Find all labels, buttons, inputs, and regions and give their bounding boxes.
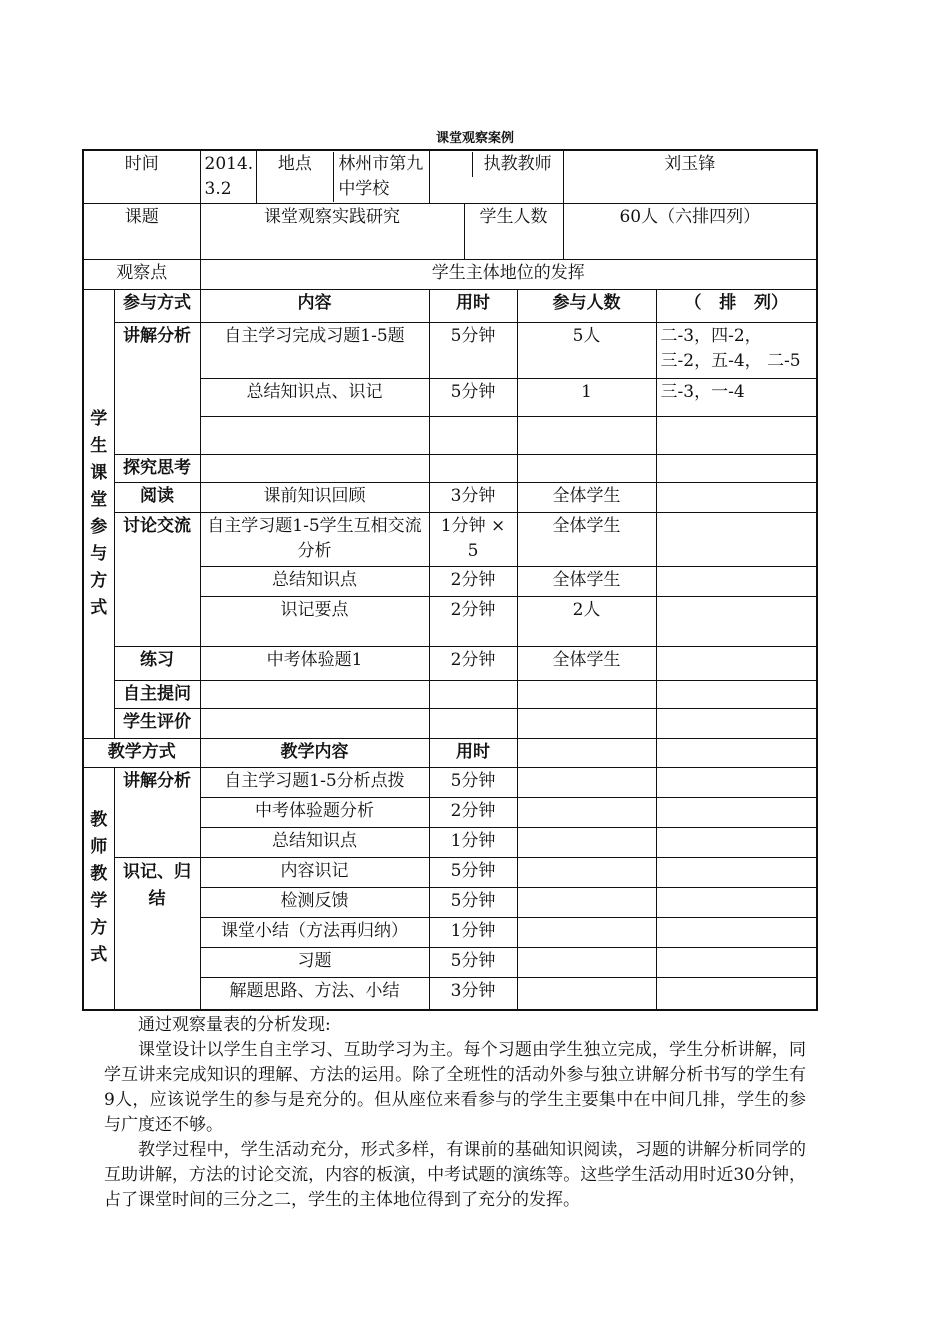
student-section-label: 学生课堂参与方式	[83, 290, 114, 739]
teacher-content-cell: 习题	[200, 948, 429, 978]
position-cell	[656, 483, 817, 513]
mode-cell: 练习	[114, 647, 200, 681]
count-cell: 2人	[517, 597, 656, 647]
teacher-content-cell: 检测反馈	[200, 888, 429, 918]
analysis-paragraph: 教学过程中，学生活动充分，形式多样，有课前的基础知识阅读，习题的讲解分析同学的互助讲解，方法的讨论交流，内容的板演，中考试题的演练等。这些学生活动用时近30分钟，占了课堂时间的三分之二，学生的主体地位得到了充分的发挥。	[104, 1140, 806, 1210]
count-cell	[517, 455, 656, 483]
teacher-content-cell: 解题思路、方法、小结	[200, 978, 429, 1010]
teacher-time-cell: 1分钟	[429, 918, 517, 948]
teacher-col-header-content: 教学内容	[200, 739, 429, 768]
topic-label: 课题	[83, 204, 200, 260]
content-cell: 中考体验题1	[200, 647, 429, 681]
teacher-section-label: 教师教学方式	[83, 768, 114, 1010]
teacher-time-cell: 5分钟	[429, 888, 517, 918]
position-cell	[656, 709, 817, 739]
count-cell: 全体学生	[517, 567, 656, 597]
time-label: 时间	[83, 150, 200, 204]
observation-point-label: 观察点	[83, 260, 200, 290]
position-cell	[656, 513, 817, 567]
count-cell	[517, 681, 656, 709]
analysis-intro: 通过观察量表的分析发现:	[138, 1015, 331, 1035]
content-cell	[200, 417, 429, 455]
content-cell	[200, 455, 429, 483]
content-cell: 总结知识点、识记	[200, 379, 429, 417]
content-cell: 自主学习题1-5学生互相交流分析	[200, 513, 429, 567]
teacher-time-cell: 2分钟	[429, 798, 517, 828]
time-value: 2014. 3.2	[200, 150, 256, 204]
teacher-content-cell: 总结知识点	[200, 828, 429, 858]
content-cell: 识记要点	[200, 597, 429, 647]
count-cell	[517, 417, 656, 455]
count-cell: 全体学生	[517, 647, 656, 681]
col-header-count: 参与人数	[517, 290, 656, 323]
time-cell: 2分钟	[429, 647, 517, 681]
col-header-time: 用时	[429, 290, 517, 323]
position-cell	[656, 567, 817, 597]
place-value: 林州市第九中学校	[333, 152, 428, 202]
mode-cell: 讲解分析	[114, 323, 200, 455]
teacher-content-cell: 自主学习题1-5分析点拨	[200, 768, 429, 798]
content-cell: 课前知识回顾	[200, 483, 429, 513]
teacher-time-cell: 5分钟	[429, 948, 517, 978]
position-cell: 二-3，四-2，三-2，五-4， 二-5	[656, 323, 817, 379]
topic-value: 课堂观察实践研究	[200, 204, 464, 260]
count-cell: 5人	[517, 323, 656, 379]
teacher-label: 执教教师	[472, 152, 563, 177]
teacher-value: 刘玉锋	[563, 150, 817, 204]
count-cell: 全体学生	[517, 483, 656, 513]
teacher-time-cell: 5分钟	[429, 768, 517, 798]
teacher-content-cell: 中考体验题分析	[200, 798, 429, 828]
col-header-content: 内容	[200, 290, 429, 323]
place-label: 地点	[277, 154, 312, 174]
content-cell	[200, 709, 429, 739]
position-cell	[656, 417, 817, 455]
time-cell: 1分钟 × 5	[429, 513, 517, 567]
time-cell: 2分钟	[429, 597, 517, 647]
teacher-time-cell: 5分钟	[429, 858, 517, 888]
content-cell: 总结知识点	[200, 567, 429, 597]
mode-cell: 学生评价	[114, 709, 200, 739]
teacher-time-cell: 1分钟	[429, 828, 517, 858]
teacher-mode-cell: 识记、归结	[114, 858, 200, 1010]
mode-cell: 探究思考	[114, 455, 200, 483]
students-value: 60人（六排四列）	[563, 204, 817, 260]
analysis-paragraph: 课堂设计以学生自主学习、互助学习为主。每个习题由学生独立完成，学生分析讲解，同学互讲来完成知识的理解、方法的运用。除了全班性的活动外参与独立讲解分析书写的学生有9人，应该说学生的参与是充分的。但从座位来看参与的学生主要集中在中间几排，学生的参与广度还不够。	[104, 1040, 806, 1135]
count-cell: 1	[517, 379, 656, 417]
time-cell	[429, 455, 517, 483]
position-cell	[656, 647, 817, 681]
observation-point-value: 学生主体地位的发挥	[200, 260, 817, 290]
document-title: 课堂观察案例	[435, 131, 514, 146]
observation-table	[82, 149, 818, 1011]
position-cell: 三-3，一-4	[656, 379, 817, 417]
position-cell	[656, 455, 817, 483]
position-cell	[656, 681, 817, 709]
teacher-col-header-time: 用时	[429, 739, 517, 768]
time-cell: 5分钟	[429, 323, 517, 379]
mode-cell: 自主提问	[114, 681, 200, 709]
students-label: 学生人数	[464, 204, 563, 260]
col-header-mode: 参与方式	[114, 290, 200, 323]
teacher-time-cell: 3分钟	[429, 978, 517, 1010]
mode-cell: 讨论交流	[114, 513, 200, 647]
teacher-col-header-mode: 教学方式	[83, 739, 200, 768]
time-cell	[429, 681, 517, 709]
mode-cell: 阅读	[114, 483, 200, 513]
time-cell: 3分钟	[429, 483, 517, 513]
time-cell	[429, 417, 517, 455]
count-cell: 全体学生	[517, 513, 656, 567]
count-cell	[517, 709, 656, 739]
content-cell	[200, 681, 429, 709]
time-cell: 5分钟	[429, 379, 517, 417]
teacher-content-cell: 课堂小结（方法再归纳）	[200, 918, 429, 948]
analysis-text	[104, 1013, 806, 1213]
position-cell	[656, 597, 817, 647]
content-cell: 自主学习完成习题1-5题	[200, 323, 429, 379]
teacher-mode-cell: 讲解分析	[114, 768, 200, 858]
col-header-position: （ 排 列）	[656, 290, 817, 323]
time-cell	[429, 709, 517, 739]
time-cell: 2分钟	[429, 567, 517, 597]
teacher-content-cell: 内容识记	[200, 858, 429, 888]
